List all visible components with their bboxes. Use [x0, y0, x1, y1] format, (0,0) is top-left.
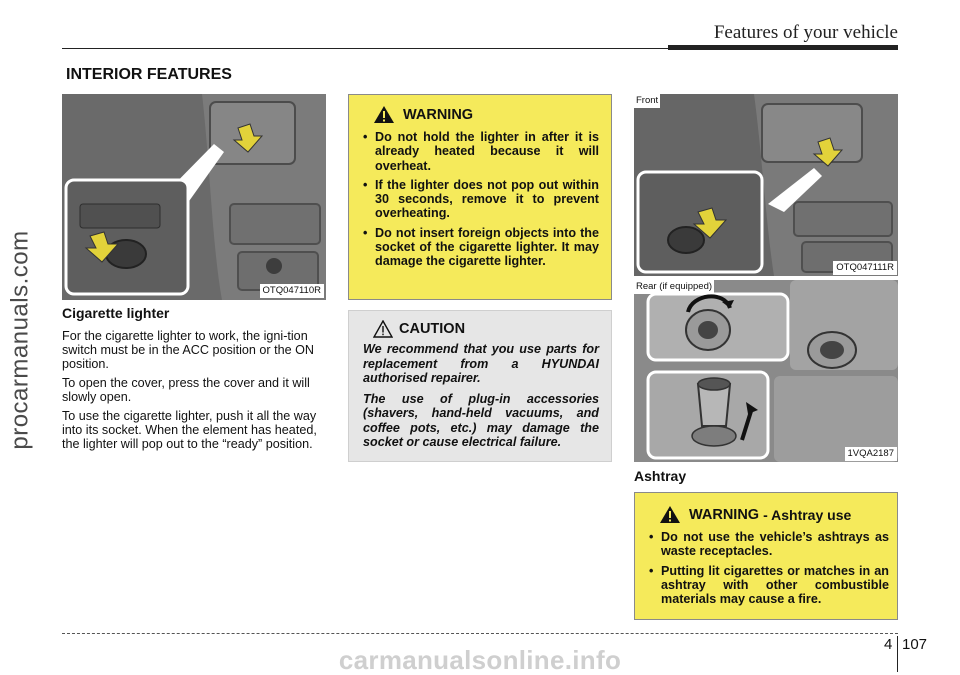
caution-paragraph: The use of plug-in accessories (shavers, hand-held vacuums, and coffee pots, etc.) may damage the socket or cause electrical failure.: [363, 391, 599, 449]
lighter-warning-box: [348, 94, 612, 300]
body-paragraph: To open the cover, press the cover and it will slowly open.: [62, 376, 310, 404]
photo-code: 1VQA2187: [845, 447, 897, 461]
ashtray-warning-list: [649, 530, 889, 606]
caution-box: [348, 310, 612, 462]
warning-item: • Do not insert foreign objects into the socket of the cigarette lighter. It may damage the cigarette lighter.: [363, 226, 599, 269]
warning-header: [373, 105, 599, 124]
side-watermark: procarmanuals.com: [7, 230, 34, 450]
warning-item: • Putting lit cigarettes or matches in an ashtray with other combustible materials may cause a fire.: [649, 564, 889, 607]
caution-title: CAUTION: [399, 321, 466, 337]
caution-icon: [373, 320, 393, 338]
page-number: 107: [902, 636, 928, 653]
ashtray-warning-header: [659, 505, 889, 524]
warning-list: [363, 130, 599, 269]
ashtray-rear-photo: [634, 280, 898, 462]
warning-item: • Do not use the vehicle’s ashtrays as waste receptacles.: [649, 530, 889, 559]
footer-rule: [62, 633, 898, 634]
warning-title: WARNING: [403, 106, 474, 123]
photo-code: OTQ047111R: [833, 261, 897, 275]
cigarette-lighter-section: [62, 305, 326, 456]
bottom-watermark: carmanualsonline.info: [338, 645, 622, 675]
ashtray-heading: Ashtray: [634, 468, 687, 484]
cigarette-lighter-photo: [62, 94, 326, 300]
header-title: Features of your vehicle: [713, 22, 898, 43]
warning-item: • If the lighter does not pop out within 30 seconds, remove it to prevent overheating.: [363, 178, 599, 221]
image-label: Rear (if equipped): [636, 281, 713, 292]
image-label: Front: [636, 95, 659, 106]
cigarette-lighter-heading: Cigarette lighter: [62, 305, 170, 321]
body-paragraph: For the cigarette lighter to work, the igni-tion switch must be in the ACC position or the ON position.: [62, 329, 314, 371]
warning-subtitle: - Ashtray use: [763, 506, 852, 523]
warning-title: WARNING: [689, 506, 760, 523]
caution-header: [373, 320, 599, 338]
photo-code: OTQ047110R: [260, 284, 324, 298]
ashtray-warning-box: [634, 492, 898, 620]
ashtray-front-photo: [634, 94, 898, 276]
warning-icon: [373, 105, 395, 124]
section-title: INTERIOR FEATURES: [66, 66, 232, 83]
chapter-number: 4: [884, 636, 893, 653]
body-paragraph: To use the cigarette lighter, push it all the way into its socket. When the element has heated, the lighter will pop out to the “ready” position.: [62, 409, 317, 451]
warning-item: • Do not hold the lighter in after it is already heated because it will overheat.: [363, 130, 599, 173]
header-rule-accent: [668, 45, 898, 50]
warning-icon: [659, 505, 681, 524]
caution-paragraph: We recommend that you use parts for replacement from a HYUNDAI authorised repairer.: [363, 342, 599, 385]
